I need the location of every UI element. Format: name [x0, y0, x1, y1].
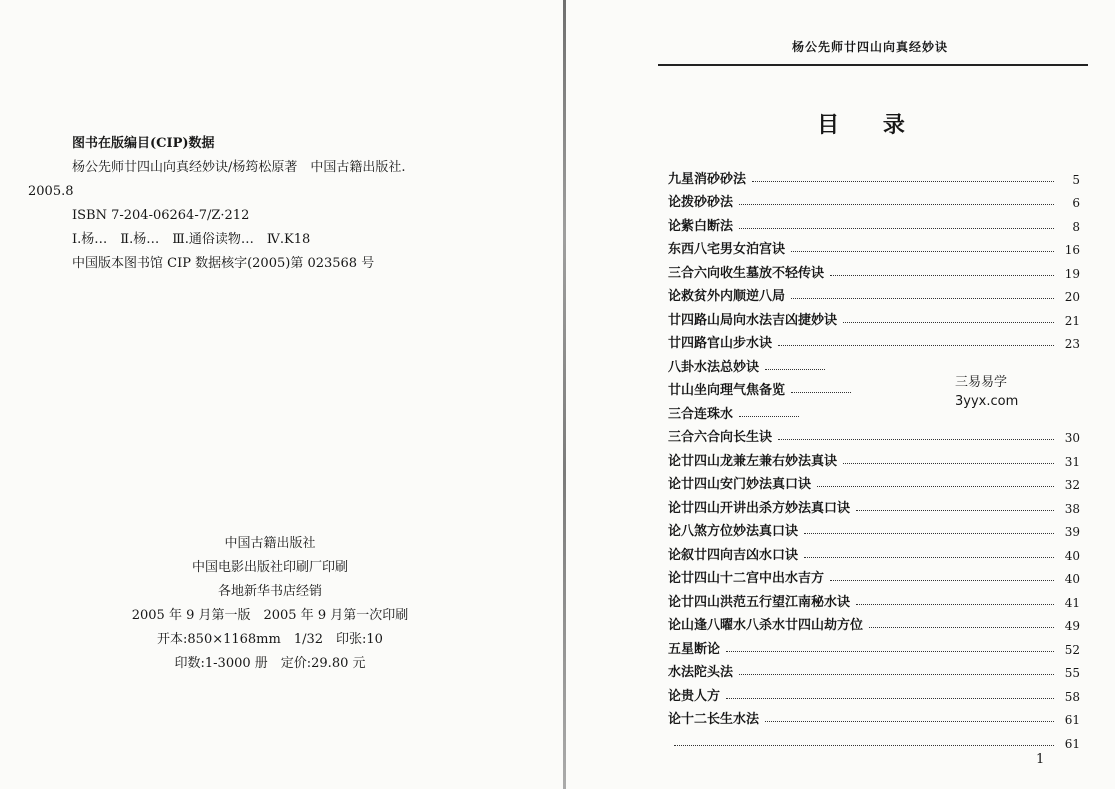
- toc-entry-title: 论紫白断法: [668, 218, 734, 234]
- toc-entry-title: 八卦水法总妙诀: [668, 359, 760, 375]
- toc-entry-page: 19: [1064, 266, 1080, 281]
- header-rule: [658, 64, 1088, 66]
- toc-leader-dots: [739, 416, 799, 417]
- toc-entry: [668, 633, 1080, 657]
- toc-leader-dots: [765, 369, 825, 370]
- toc-leader-dots: [830, 275, 1054, 276]
- toc-title: 目 录: [817, 113, 923, 138]
- toc-entry-page: 20: [1064, 290, 1080, 304]
- toc-leader-dots: [817, 486, 1054, 487]
- edition-info: 2005 年 9 月第一版 2005 年 9 月第一次印刷: [131, 608, 409, 623]
- imprint-block: [100, 532, 440, 676]
- cip-isbn: ISBN 7-204-06264-7/Z·212: [72, 208, 250, 223]
- toc-entry-title: 论拨砂砂法: [668, 195, 734, 210]
- toc-entry: [668, 187, 1080, 211]
- toc-entry-page: 52: [1064, 642, 1080, 657]
- table-of-contents: [668, 163, 1080, 751]
- toc-entry: [668, 328, 1080, 352]
- cip-record-number: 中国版本图书馆 CIP 数据核字(2005)第 023568 号: [72, 256, 375, 271]
- toc-entry-page: 58: [1064, 689, 1080, 704]
- toc-entry: [668, 563, 1080, 587]
- toc-entry-title: 论叙廿四向吉凶水口诀: [668, 547, 799, 563]
- toc-leader-dots: [739, 674, 1054, 675]
- toc-entry-title: 三合连珠水: [668, 406, 734, 422]
- toc-entry-title: 论八煞方位妙法真口诀: [668, 524, 799, 539]
- right-page: [570, 0, 1115, 789]
- toc-entry-page: 49: [1064, 619, 1080, 633]
- toc-entry: [668, 610, 1080, 634]
- toc-entry-title: 廿山坐向理气焦备览: [668, 383, 786, 398]
- toc-entry-page: 23: [1064, 337, 1080, 351]
- toc-leader-dots: [843, 322, 1054, 323]
- toc-leader-dots: [726, 698, 1054, 699]
- toc-entry: [668, 445, 1080, 469]
- toc-entry: [668, 704, 1080, 728]
- toc-leader-dots: [752, 181, 1054, 182]
- toc-entry: [668, 727, 1080, 751]
- cip-title-line: 杨公先师廿四山向真经妙诀/杨筠松原著 中国古籍出版社.: [72, 160, 406, 175]
- toc-leader-dots: [804, 557, 1054, 558]
- toc-entry-title: 论廿四山开讲出杀方妙法真口诀: [668, 500, 851, 516]
- toc-entry-page: 61: [1064, 736, 1080, 751]
- toc-entry-page: 55: [1064, 666, 1080, 680]
- toc-entry-page: 6: [1072, 196, 1080, 210]
- toc-entry-title: 论廿四山洪范五行望江南秘水诀: [668, 594, 851, 610]
- toc-entry-title: 论廿四山龙兼左兼右妙法真诀: [668, 453, 838, 469]
- toc-leader-dots: [778, 439, 1054, 440]
- format-info: 开本:850×1168mm 1/32 印张:10: [157, 632, 383, 647]
- running-head: 杨公先师廿四山向真经妙诀: [791, 40, 948, 54]
- toc-entry-page: 5: [1072, 172, 1080, 187]
- printer-name: 中国电影出版社印刷厂印刷: [191, 560, 348, 575]
- toc-entry-title: 论山逢八曜水八杀水廿四山劫方位: [668, 618, 864, 633]
- toc-entry-page: 21: [1064, 313, 1080, 328]
- toc-entry-title: 水法陀头法: [668, 665, 734, 680]
- toc-entry-page: 40: [1064, 572, 1080, 586]
- toc-entry: [668, 210, 1080, 234]
- toc-entry: [668, 234, 1080, 258]
- toc-entry: [668, 163, 1080, 187]
- toc-entry-page: 30: [1064, 431, 1080, 445]
- print-run-info: 印数:1-3000 册 定价:29.80 元: [174, 656, 366, 671]
- toc-entry: [668, 586, 1080, 610]
- toc-entry-page: 39: [1064, 525, 1080, 539]
- toc-entry: [668, 680, 1080, 704]
- toc-entry-title: 东西八宅男女泊宫诀: [668, 242, 786, 257]
- toc-entry: [668, 351, 1080, 375]
- toc-entry: [668, 657, 1080, 681]
- toc-entry-title: 三合六合向长生诀: [668, 430, 773, 445]
- toc-entry: [668, 492, 1080, 516]
- toc-leader-dots: [804, 533, 1054, 534]
- toc-leader-dots: [765, 721, 1054, 722]
- toc-leader-dots: [674, 745, 1054, 746]
- toc-entry-title: 论救贫外内顺逆八局: [668, 289, 786, 304]
- toc-leader-dots: [856, 510, 1054, 511]
- toc-entry-page: 32: [1064, 478, 1080, 492]
- toc-entry-page: 38: [1064, 501, 1080, 516]
- toc-entry-title: 三合六向收生墓放不轻传诀: [668, 265, 825, 281]
- cip-block: [0, 132, 520, 276]
- toc-entry-title: 论廿四山安门妙法真口诀: [668, 477, 812, 492]
- toc-entry-page: 61: [1064, 713, 1080, 727]
- cip-heading: 图书在版编目(CIP)数据: [72, 136, 215, 151]
- toc-leader-dots: [791, 298, 1054, 299]
- watermark-chinese: 三易易学: [955, 375, 1008, 390]
- toc-leader-dots: [778, 345, 1054, 346]
- toc-entry: [668, 516, 1080, 540]
- toc-leader-dots: [791, 392, 851, 393]
- toc-entry-title: 五星断论: [668, 641, 721, 657]
- toc-entry-title: 论廿四山十二宫中出水吉方: [668, 571, 825, 586]
- toc-entry-page: 40: [1064, 548, 1080, 563]
- toc-entry: [668, 422, 1080, 446]
- toc-leader-dots: [830, 580, 1054, 581]
- cip-classification: Ⅰ.杨… Ⅱ.杨… Ⅲ.通俗读物… Ⅳ.K18: [72, 232, 311, 247]
- toc-entry-page: 16: [1064, 243, 1080, 257]
- toc-entry-title: 廿四路官山步水诀: [668, 336, 773, 351]
- toc-entry-title: 论贵人方: [668, 688, 721, 704]
- toc-entry-title: 九星消砂砂法: [668, 171, 747, 187]
- watermark: [955, 373, 1018, 411]
- toc-leader-dots: [869, 627, 1054, 628]
- toc-leader-dots: [739, 228, 1054, 229]
- toc-leader-dots: [791, 251, 1054, 252]
- book-gutter: [563, 0, 566, 789]
- toc-leader-dots: [843, 463, 1054, 464]
- toc-entry-title: 论十二长生水法: [668, 712, 760, 727]
- toc-leader-dots: [739, 204, 1054, 205]
- distributor-name: 各地新华书店经销: [217, 584, 322, 599]
- cip-date-line: 2005.8: [28, 184, 74, 199]
- toc-entry: [668, 539, 1080, 563]
- toc-entry: [668, 469, 1080, 493]
- toc-entry-page: 31: [1064, 454, 1080, 469]
- page-number: 1: [1036, 752, 1045, 767]
- toc-leader-dots: [726, 651, 1054, 652]
- toc-entry: [668, 257, 1080, 281]
- toc-entry: [668, 281, 1080, 305]
- toc-entry: [668, 304, 1080, 328]
- toc-entry-page: 41: [1064, 595, 1080, 610]
- toc-entry-title: 廿四路山局向水法吉凶捷妙诀: [668, 312, 838, 328]
- watermark-url: 3yyx.com: [955, 394, 1019, 409]
- toc-leader-dots: [856, 604, 1054, 605]
- toc-entry-page: 8: [1072, 219, 1080, 234]
- publisher-name: 中国古籍出版社: [224, 536, 316, 551]
